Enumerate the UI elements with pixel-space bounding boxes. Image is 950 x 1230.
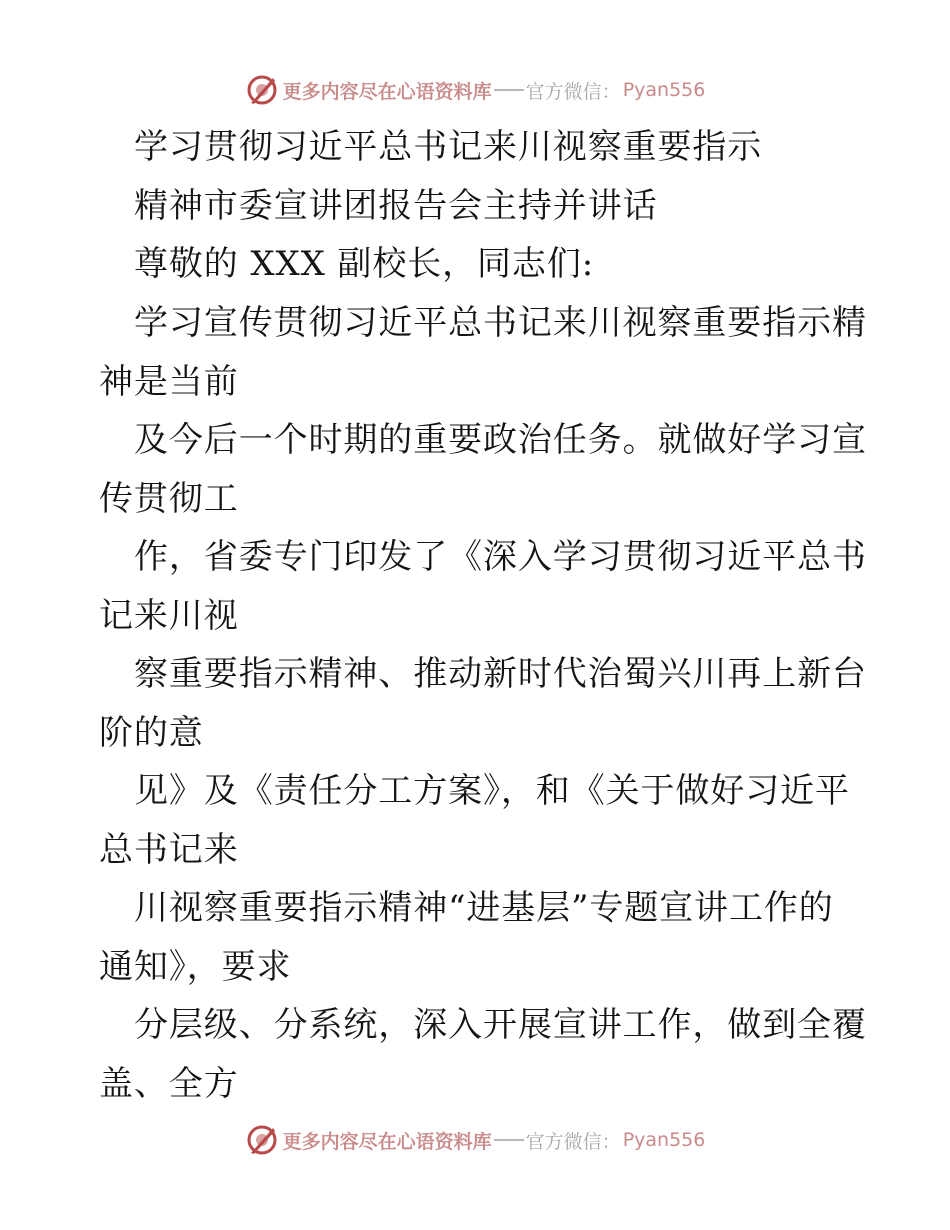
doc-body-line: 阶的意 [99,713,204,753]
footer-watermark [0,1120,950,1160]
doc-body-line: 总书记来 [99,830,239,870]
doc-body-line: 及今后一个时期的重要政治任务。就做好学习宣 [134,420,867,460]
doc-title-line-2: 精神市委宣讲团报告会主持并讲话 [134,186,658,226]
watermark-dash [494,89,524,91]
doc-body-line: 川视察重要指示精神“进基层”专题宣讲工作的 [134,888,834,928]
watermark-sub-text: 官方微信： [525,80,621,103]
doc-salutation: 尊敬的 XXX 副校长，同志们: [134,244,595,284]
quill-logo-icon [245,1123,279,1157]
watermark-wechat-id: Pyan556 [622,1129,706,1151]
watermark-wechat-id: Pyan556 [622,79,706,101]
watermark-sub-text: 官方微信： [525,1130,621,1153]
doc-body-line: 学习宣传贯彻习近平总书记来川视察重要指示精 [134,303,867,343]
doc-body-line: 盖、全方 [99,1064,239,1104]
doc-body-line: 见》及《责任分工方案》，和《关于做好习近平 [134,771,850,811]
doc-body-line: 记来川视 [99,596,239,636]
doc-title-line-1: 学习贯彻习近平总书记来川视察重要指示 [134,127,763,167]
doc-body-line: 分层级、分系统，深入开展宣讲工作，做到全覆 [134,1005,867,1045]
quill-logo-icon [245,73,279,107]
doc-body-line: 察重要指示精神、推动新时代治蜀兴川再上新台 [134,654,867,694]
doc-body-line: 神是当前 [99,362,239,402]
header-watermark [0,70,950,110]
doc-body-line: 作，省委专门印发了《深入学习贯彻习近平总书 [134,537,867,577]
watermark-text: 更多内容尽在心语资料库 [282,1130,492,1153]
doc-body-line: 通知》，要求 [99,947,292,987]
watermark-text: 更多内容尽在心语资料库 [282,80,492,103]
doc-body-line: 传贯彻工 [99,479,239,519]
watermark-dash [494,1139,524,1141]
